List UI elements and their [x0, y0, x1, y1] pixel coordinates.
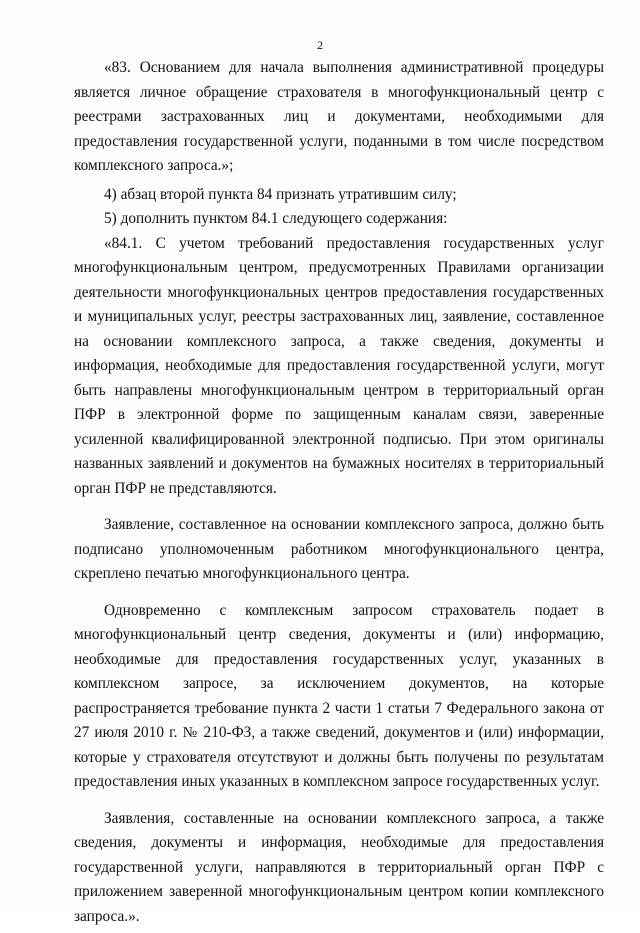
document-body — [74, 56, 604, 933]
paragraph-83: «83. Основанием для начала выполнения административной процедуры является личное обращение страхователя в многофункциональный центр с реестрами застрахованных лиц и документами, необходимыми для предоставления государственной услуги, поданными в том числе посредством комплексного запроса.»; — [74, 59, 604, 174]
page-number: 2 — [317, 38, 323, 52]
paragraph-simultaneous-submission: Одновременно с комплексным запросом страхователь подает в многофункциональный центр сведения, документы и (или) информацию, необходимые для предоставления государственных услуг, указанных в комплексном запросе, за исключением документов, на которые распространяется требование пункта 2 части 1 статьи 7 Федерального закона от 27 июля 2010 г. № 210-ФЗ, а также сведений, документов и (или) информации, которые у страхователя отсутствуют и должны быть получены по результатам предоставления иных указанных в комплексном запросе государственных услуг. — [74, 601, 604, 790]
paragraph-84-1: «84.1. С учетом требований предоставления государственных услуг многофункциональным центром, предусмотренных Правилами организации деятельности многофункциональных центров предоставления государственных и муниципальных услуг, реестры застрахованных лиц, заявление, составленное на основании комплексного запроса, а также сведения, документы и информация, необходимые для предоставления государственной услуги, могут быть направлены многофункциональным центром в территориальный орган ПФР в электронной форме по защищенным каналам связи, заверенные усиленной квалифицированной электронной подписью. При этом оригиналы названных заявлений и документов на бумажных носителях в территориальный орган ПФР не представляются. — [74, 234, 604, 497]
paragraph-amendment-4: 4) абзац второй пункта 84 признать утратившим силу; — [104, 185, 457, 203]
paragraph-amendment-5: 5) дополнить пунктом 84.1 следующего содержания: — [104, 210, 448, 227]
paragraph-application-signature: Заявление, составленное на основании комплексного запроса, должно быть подписано уполномоченным работником многофункционального центра, скреплено печатью многофункционального центра. — [74, 516, 604, 582]
paragraph-applications-sent: Заявления, составленные на основании комплексного запроса, а также сведения, документы и информация, необходимые для предоставления государственной услуги, направляются в территориальный орган ПФР с приложением заверенной многофункциональным центром копии комплексного запроса.». — [74, 809, 604, 925]
